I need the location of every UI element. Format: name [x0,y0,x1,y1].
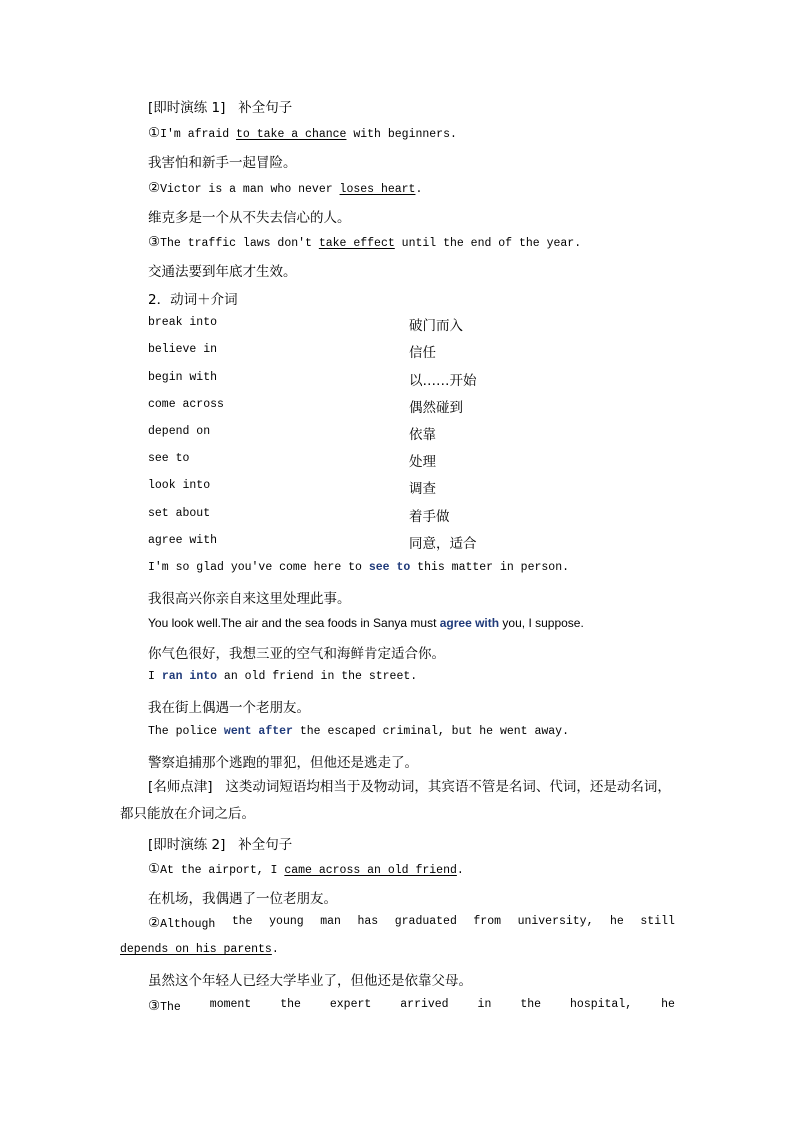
phrase-cn: 偶然碰到 [409,400,463,416]
drill1-header [148,96,292,116]
sentence-word: he [661,998,675,1011]
section2-title: 2．动词＋介词 [148,292,238,308]
phrase-row [148,343,217,356]
answer-blank: loses heart [339,183,416,196]
sentence-word: The [160,1001,181,1014]
drill2-item-1 [148,861,464,877]
sentence-word: the [231,915,253,928]
tip-label: [名师点津] [148,779,213,795]
drill2-item-2-line1 [148,915,675,931]
sentence-word: graduated [394,915,457,928]
item-number: ① [148,125,161,141]
sentence-word: arrived [400,998,449,1011]
sentence-text: the escaped criminal, but he went away. [292,725,569,738]
drill2-item-2-translation: 虽然这个年轻人已经大学毕业了，但他还是依靠父母。 [148,973,472,989]
phrase-row [148,371,217,384]
phrase-cn: 依靠 [409,427,436,443]
answer-blank: to take a chance [236,128,347,141]
phrase-row [148,316,217,329]
drill2-item-1-translation: 在机场，我偶遇了一位老朋友。 [148,891,337,907]
drill2-item-3-line1 [148,998,675,1014]
example-translation: 我很高兴你亲自来这里处理此事。 [148,591,351,607]
highlighted-phrase: agree with [439,616,500,630]
sentence-text: until the end of the year. [394,237,582,250]
sentence-word: in [477,998,492,1011]
phrase-row [148,507,210,520]
sentence-word: expert [329,998,372,1011]
phrase-cn: 同意，适合 [409,536,477,552]
sentence-text: . [271,943,279,956]
sentence-text: with beginners. [346,128,457,141]
sentence-word: has [357,915,379,928]
sentence-text: Victor is a man who never [160,183,340,196]
phrase-cn: 调查 [409,481,436,497]
drill1-item-3 [148,234,581,250]
phrase-en: break into [148,316,218,329]
phrase-cn: 以……开始 [409,373,477,389]
drill1-item-1 [148,125,457,141]
sentence-word: moment [209,998,252,1011]
drill1-item-1-translation: 我害怕和新手一起冒险。 [148,155,297,171]
drill1-item-3-translation: 交通法要到年底才生效。 [148,264,297,280]
teacher-tip [120,774,675,828]
sentence-word: the [280,998,301,1011]
drill1-instruction: 补全句子 [238,100,293,116]
drill1-item-2-translation: 维克多是一个从不失去信心的人。 [148,210,351,226]
phrase-en: look into [148,479,211,492]
phrase-en: come across [148,398,224,411]
sentence-word: man [320,915,341,928]
example-sentence [148,561,569,574]
example-sentence [148,725,569,738]
sentence-text: You look well.The air and the sea foods in Sanya must [148,616,440,630]
sentence-text: I'm so glad you've come here to [148,561,369,574]
highlighted-phrase: see to [368,561,411,574]
phrase-cn: 信任 [409,345,436,361]
drill1-item-2 [148,180,422,196]
answer-blank: depends on his parents [120,943,272,956]
sentence-text: I'm afraid [160,128,237,141]
phrase-cn: 着手做 [409,509,450,525]
sentence-word: Although [160,918,216,931]
item-number: ③ [148,998,161,1014]
phrase-cn: 处理 [409,454,436,470]
sentence-text: I [148,670,162,683]
phrase-en: believe in [148,343,218,356]
phrase-en: depend on [148,425,211,438]
answer-blank: came across an old friend [284,864,457,877]
highlighted-phrase: went after [223,725,293,738]
phrase-en: agree with [148,534,218,547]
phrase-row [148,398,224,411]
drill1-label: [即时演练 1] [148,100,226,116]
sentence-word: university, [517,915,594,928]
drill2-label: [即时演练 2] [148,837,226,853]
item-number: ① [148,861,161,877]
item-number: ③ [148,234,161,250]
phrase-en: set about [148,507,211,520]
phrase-row [148,534,217,547]
sentence-text: . [415,183,423,196]
sentence-text: an old friend in the street. [217,670,418,683]
item-number: ② [148,180,161,196]
sentence-word: young [269,915,304,928]
highlighted-phrase: ran into [161,670,218,683]
sentence-word [148,915,215,931]
answer-blank: take effect [318,237,395,250]
sentence-text: At the airport, I [160,864,285,877]
sentence-word: hospital, [570,998,633,1011]
drill2-header [148,833,292,853]
drill2-instruction: 补全句子 [238,837,293,853]
item-number: ② [148,915,161,931]
sentence-word: from [473,915,502,928]
phrase-row [148,479,210,492]
sentence-word: the [520,998,542,1011]
sentence-text: The police [148,725,224,738]
example-translation: 你气色很好，我想三亚的空气和海鲜肯定适合你。 [148,646,445,662]
sentence-text: . [456,864,464,877]
phrase-row [148,452,189,465]
phrase-cn: 破门而入 [409,318,463,334]
example-translation: 我在街上偶遇一个老朋友。 [148,700,310,716]
phrase-row [148,425,210,438]
sentence-text: The traffic laws don't [160,237,319,250]
example-translation: 警察追捕那个逃跑的罪犯，但他还是逃走了。 [148,755,418,771]
sentence-word: he [610,915,624,928]
example-sentence [148,616,584,630]
sentence-word [148,998,181,1014]
sentence-word: still [640,915,675,928]
drill2-item-2-line2 [120,943,279,956]
sentence-text: this matter in person. [410,561,569,574]
example-sentence [148,670,417,683]
sentence-text: you, I suppose. [499,616,584,630]
phrase-en: see to [148,452,190,465]
tip-text: 这类动词短语均相当于及物动词，其宾语不管是名词、代词，还是动名词，都只能放在介词之后。 [120,779,671,822]
phrase-en: begin with [148,371,218,384]
